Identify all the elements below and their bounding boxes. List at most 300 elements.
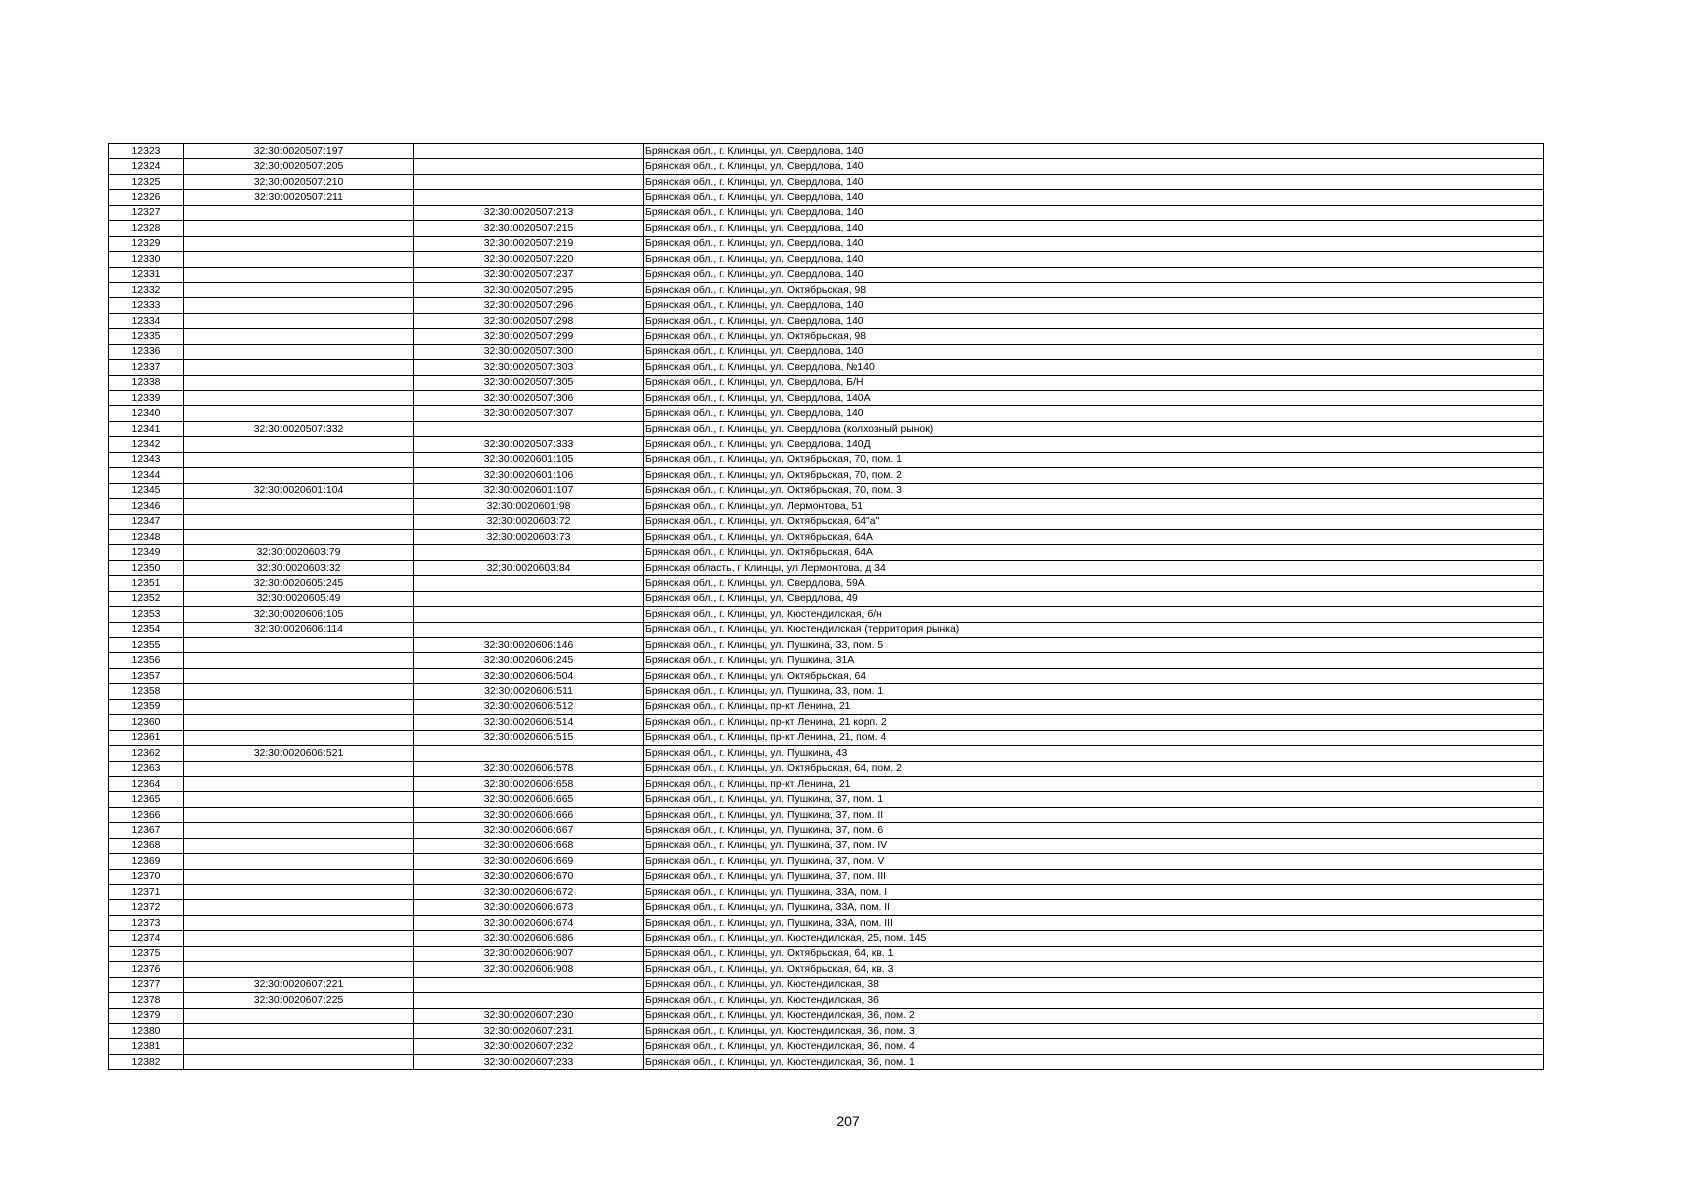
- address-cell: Брянская область, г Клинцы, ул Лермонтова, д 34: [644, 560, 1544, 575]
- table-row: [109, 313, 1544, 328]
- address-cell: Брянская обл., г. Клинцы, ул. Свердлова, 140: [644, 298, 1544, 313]
- parcel-number-cell: 32:30:0020603:32: [184, 560, 414, 575]
- row-number-cell: 12348: [109, 529, 184, 544]
- parcel-number-cell: [184, 452, 414, 467]
- address-cell: Брянская обл., г. Клинцы, ул. Свердлова, 140: [644, 205, 1544, 220]
- address-cell: Брянская обл., г. Клинцы, пр-кт Ленина, 21: [644, 776, 1544, 791]
- row-number-cell: 12350: [109, 560, 184, 575]
- row-number-cell: 12381: [109, 1039, 184, 1054]
- row-number-cell: 12345: [109, 483, 184, 498]
- parcel-number-cell: [184, 854, 414, 869]
- parcel-number-cell: [184, 468, 414, 483]
- parcel-number-cell: [184, 792, 414, 807]
- object-number-cell: 32:30:0020507:307: [414, 406, 644, 421]
- row-number-cell: 12356: [109, 653, 184, 668]
- table-row: [109, 144, 1544, 159]
- row-number-cell: 12333: [109, 298, 184, 313]
- address-cell: Брянская обл., г. Клинцы, ул. Октябрьская, 70, пом. 2: [644, 468, 1544, 483]
- object-number-cell: 32:30:0020606:658: [414, 776, 644, 791]
- table-row: [109, 776, 1544, 791]
- object-number-cell: 32:30:0020507:215: [414, 221, 644, 236]
- row-number-cell: 12347: [109, 514, 184, 529]
- object-number-cell: 32:30:0020606:666: [414, 807, 644, 822]
- row-number-cell: 12326: [109, 190, 184, 205]
- parcel-number-cell: [184, 1008, 414, 1023]
- parcel-number-cell: [184, 514, 414, 529]
- parcel-number-cell: 32:30:0020603:79: [184, 545, 414, 560]
- table-row: [109, 483, 1544, 498]
- object-number-cell: 32:30:0020507:305: [414, 375, 644, 390]
- row-number-cell: 12327: [109, 205, 184, 220]
- table-row: [109, 298, 1544, 313]
- table-row: [109, 730, 1544, 745]
- object-number-cell: 32:30:0020606:674: [414, 915, 644, 930]
- address-cell: Брянская обл., г. Клинцы, пр-кт Ленина, 21 корп. 2: [644, 715, 1544, 730]
- object-number-cell: 32:30:0020607:231: [414, 1023, 644, 1038]
- row-number-cell: 12374: [109, 931, 184, 946]
- table-row: [109, 838, 1544, 853]
- table-row: [109, 854, 1544, 869]
- parcel-number-cell: [184, 298, 414, 313]
- parcel-number-cell: [184, 282, 414, 297]
- row-number-cell: 12338: [109, 375, 184, 390]
- object-number-cell: [414, 421, 644, 436]
- table-row: [109, 977, 1544, 992]
- row-number-cell: 12358: [109, 684, 184, 699]
- object-number-cell: [414, 190, 644, 205]
- table-row: [109, 638, 1544, 653]
- parcel-number-cell: [184, 900, 414, 915]
- table-row: [109, 468, 1544, 483]
- row-number-cell: 12380: [109, 1023, 184, 1038]
- row-number-cell: 12328: [109, 221, 184, 236]
- table-row: [109, 653, 1544, 668]
- table-row: [109, 699, 1544, 714]
- object-number-cell: 32:30:0020607:232: [414, 1039, 644, 1054]
- page-number: 207: [836, 1113, 860, 1129]
- object-number-cell: 32:30:0020507:296: [414, 298, 644, 313]
- object-number-cell: [414, 144, 644, 159]
- parcel-number-cell: 32:30:0020507:210: [184, 174, 414, 189]
- address-cell: Брянская обл., г. Клинцы, ул. Пушкина, 37, пом. III: [644, 869, 1544, 884]
- object-number-cell: 32:30:0020606:504: [414, 668, 644, 683]
- parcel-number-cell: 32:30:0020606:521: [184, 746, 414, 761]
- parcel-number-cell: [184, 313, 414, 328]
- address-cell: Брянская обл., г. Клинцы, ул. Свердлова, 140: [644, 174, 1544, 189]
- parcel-number-cell: [184, 406, 414, 421]
- object-number-cell: 32:30:0020606:511: [414, 684, 644, 699]
- table-row: [109, 1023, 1544, 1038]
- address-cell: Брянская обл., г. Клинцы, ул. Октябрьская, 70, пом. 1: [644, 452, 1544, 467]
- object-number-cell: 32:30:0020601:106: [414, 468, 644, 483]
- object-number-cell: [414, 622, 644, 637]
- object-number-cell: 32:30:0020601:105: [414, 452, 644, 467]
- registry-table: [108, 143, 1544, 1070]
- object-number-cell: 32:30:0020606:515: [414, 730, 644, 745]
- address-cell: Брянская обл., г. Клинцы, ул. Кюстендилская, 25, пом. 145: [644, 931, 1544, 946]
- row-number-cell: 12324: [109, 159, 184, 174]
- address-cell: Брянская обл., г. Клинцы, ул. Октябрьская, 64А: [644, 529, 1544, 544]
- object-number-cell: 32:30:0020601:98: [414, 499, 644, 514]
- parcel-number-cell: 32:30:0020607:221: [184, 977, 414, 992]
- address-cell: Брянская обл., г. Клинцы, пр-кт Ленина, 21, пом. 4: [644, 730, 1544, 745]
- address-cell: Брянская обл., г. Клинцы, ул. Кюстендилская, 38: [644, 977, 1544, 992]
- parcel-number-cell: [184, 252, 414, 267]
- object-number-cell: 32:30:0020507:299: [414, 329, 644, 344]
- object-number-cell: 32:30:0020507:333: [414, 437, 644, 452]
- object-number-cell: [414, 174, 644, 189]
- address-cell: Брянская обл., г. Клинцы, ул. Кюстендилская, 36: [644, 993, 1544, 1008]
- address-cell: Брянская обл., г. Клинцы, ул. Пушкина, 31А: [644, 653, 1544, 668]
- address-cell: Брянская обл., г. Клинцы, ул. Кюстендилская, 36, пом. 4: [644, 1039, 1544, 1054]
- table-row: [109, 360, 1544, 375]
- address-cell: Брянская обл., г. Клинцы, ул. Свердлова, 140: [644, 344, 1544, 359]
- object-number-cell: 32:30:0020606:512: [414, 699, 644, 714]
- parcel-number-cell: [184, 915, 414, 930]
- table-row: [109, 576, 1544, 591]
- object-number-cell: 32:30:0020507:298: [414, 313, 644, 328]
- table-row: [109, 792, 1544, 807]
- address-cell: Брянская обл., г. Клинцы, ул. Свердлова, 140: [644, 144, 1544, 159]
- address-cell: Брянская обл., г. Клинцы, ул. Пушкина, 37, пом. 6: [644, 823, 1544, 838]
- row-number-cell: 12334: [109, 313, 184, 328]
- parcel-number-cell: [184, 221, 414, 236]
- table-row: [109, 746, 1544, 761]
- row-number-cell: 12355: [109, 638, 184, 653]
- address-cell: Брянская обл., г. Клинцы, ул. Октябрьская, 70, пом. 3: [644, 483, 1544, 498]
- row-number-cell: 12370: [109, 869, 184, 884]
- object-number-cell: 32:30:0020507:303: [414, 360, 644, 375]
- table-row: [109, 406, 1544, 421]
- address-cell: Брянская обл., г. Клинцы, ул. Октябрьская, 64, кв. 3: [644, 962, 1544, 977]
- row-number-cell: 12325: [109, 174, 184, 189]
- table-row: [109, 946, 1544, 961]
- table-row: [109, 267, 1544, 282]
- table-row: [109, 391, 1544, 406]
- address-cell: Брянская обл., г. Клинцы, ул. Пушкина, 37, пом. II: [644, 807, 1544, 822]
- table-row: [109, 545, 1544, 560]
- parcel-number-cell: 32:30:0020601:104: [184, 483, 414, 498]
- address-cell: Брянская обл., г. Клинцы, ул. Октябрьская, 98: [644, 329, 1544, 344]
- row-number-cell: 12329: [109, 236, 184, 251]
- parcel-number-cell: [184, 205, 414, 220]
- parcel-number-cell: [184, 823, 414, 838]
- address-cell: Брянская обл., г. Клинцы, ул. Свердлова, 140: [644, 252, 1544, 267]
- row-number-cell: 12373: [109, 915, 184, 930]
- table-row: [109, 900, 1544, 915]
- registry-table-body: [109, 144, 1544, 1070]
- parcel-number-cell: [184, 838, 414, 853]
- table-row: [109, 607, 1544, 622]
- row-number-cell: 12376: [109, 962, 184, 977]
- object-number-cell: [414, 591, 644, 606]
- row-number-cell: 12339: [109, 391, 184, 406]
- parcel-number-cell: 32:30:0020507:332: [184, 421, 414, 436]
- row-number-cell: 12365: [109, 792, 184, 807]
- address-cell: Брянская обл., г. Клинцы, ул. Свердлова, 140: [644, 406, 1544, 421]
- address-cell: Брянская обл., г. Клинцы, ул. Свердлова, 140: [644, 236, 1544, 251]
- object-number-cell: 32:30:0020507:220: [414, 252, 644, 267]
- table-row: [109, 529, 1544, 544]
- parcel-number-cell: [184, 344, 414, 359]
- object-number-cell: 32:30:0020606:686: [414, 931, 644, 946]
- parcel-number-cell: [184, 329, 414, 344]
- parcel-number-cell: [184, 807, 414, 822]
- address-cell: Брянская обл., г. Клинцы, ул. Пушкина, 37, пом. IV: [644, 838, 1544, 853]
- address-cell: Брянская обл., г. Клинцы, ул. Кюстендилская, б/н: [644, 607, 1544, 622]
- table-row: [109, 329, 1544, 344]
- row-number-cell: 12353: [109, 607, 184, 622]
- row-number-cell: 12371: [109, 885, 184, 900]
- object-number-cell: 32:30:0020606:670: [414, 869, 644, 884]
- parcel-number-cell: [184, 499, 414, 514]
- table-row: [109, 159, 1544, 174]
- parcel-number-cell: [184, 1054, 414, 1069]
- parcel-number-cell: 32:30:0020507:211: [184, 190, 414, 205]
- parcel-number-cell: [184, 776, 414, 791]
- object-number-cell: [414, 576, 644, 591]
- address-cell: Брянская обл., г. Клинцы, ул. Октябрьская, 64: [644, 668, 1544, 683]
- table-row: [109, 221, 1544, 236]
- table-row: [109, 993, 1544, 1008]
- object-number-cell: 32:30:0020507:213: [414, 205, 644, 220]
- table-row: [109, 668, 1544, 683]
- object-number-cell: [414, 977, 644, 992]
- object-number-cell: 32:30:0020601:107: [414, 483, 644, 498]
- row-number-cell: 12344: [109, 468, 184, 483]
- row-number-cell: 12363: [109, 761, 184, 776]
- row-number-cell: 12357: [109, 668, 184, 683]
- object-number-cell: [414, 545, 644, 560]
- parcel-number-cell: [184, 699, 414, 714]
- row-number-cell: 12351: [109, 576, 184, 591]
- address-cell: Брянская обл., г. Клинцы, пр-кт Ленина, 21: [644, 699, 1544, 714]
- parcel-number-cell: [184, 885, 414, 900]
- object-number-cell: [414, 607, 644, 622]
- address-cell: Брянская обл., г. Клинцы, ул. Свердлова, 140А: [644, 391, 1544, 406]
- row-number-cell: 12337: [109, 360, 184, 375]
- table-row: [109, 622, 1544, 637]
- object-number-cell: 32:30:0020606:669: [414, 854, 644, 869]
- address-cell: Брянская обл., г. Клинцы, ул. Свердлова, 140: [644, 221, 1544, 236]
- object-number-cell: 32:30:0020603:73: [414, 529, 644, 544]
- row-number-cell: 12368: [109, 838, 184, 853]
- table-row: [109, 421, 1544, 436]
- row-number-cell: 12354: [109, 622, 184, 637]
- parcel-number-cell: [184, 684, 414, 699]
- row-number-cell: 12343: [109, 452, 184, 467]
- object-number-cell: 32:30:0020507:306: [414, 391, 644, 406]
- object-number-cell: [414, 746, 644, 761]
- address-cell: Брянская обл., г. Клинцы, ул. Пушкина, 33А, пом. III: [644, 915, 1544, 930]
- row-number-cell: 12349: [109, 545, 184, 560]
- parcel-number-cell: 32:30:0020606:105: [184, 607, 414, 622]
- address-cell: Брянская обл., г. Клинцы, ул. Лермонтова, 51: [644, 499, 1544, 514]
- address-cell: Брянская обл., г. Клинцы, ул. Октябрьская, 98: [644, 282, 1544, 297]
- table-row: [109, 962, 1544, 977]
- object-number-cell: 32:30:0020606:672: [414, 885, 644, 900]
- row-number-cell: 12366: [109, 807, 184, 822]
- row-number-cell: 12331: [109, 267, 184, 282]
- table-row: [109, 252, 1544, 267]
- table-row: [109, 1054, 1544, 1069]
- table-row: [109, 236, 1544, 251]
- object-number-cell: 32:30:0020606:668: [414, 838, 644, 853]
- parcel-number-cell: [184, 761, 414, 776]
- address-cell: Брянская обл., г. Клинцы, ул. Пушкина, 33, пом. 5: [644, 638, 1544, 653]
- row-number-cell: 12340: [109, 406, 184, 421]
- address-cell: Брянская обл., г. Клинцы, ул. Свердлова, 140Д: [644, 437, 1544, 452]
- parcel-number-cell: [184, 715, 414, 730]
- table-row: [109, 344, 1544, 359]
- object-number-cell: 32:30:0020606:667: [414, 823, 644, 838]
- object-number-cell: 32:30:0020606:514: [414, 715, 644, 730]
- parcel-number-cell: [184, 931, 414, 946]
- parcel-number-cell: [184, 360, 414, 375]
- object-number-cell: [414, 159, 644, 174]
- address-cell: Брянская обл., г. Клинцы, ул. Свердлова (колхозный рынок): [644, 421, 1544, 436]
- object-number-cell: 32:30:0020507:219: [414, 236, 644, 251]
- parcel-number-cell: 32:30:0020607:225: [184, 993, 414, 1008]
- parcel-number-cell: 32:30:0020507:197: [184, 144, 414, 159]
- parcel-number-cell: 32:30:0020507:205: [184, 159, 414, 174]
- address-cell: Брянская обл., г. Клинцы, ул. Свердлова, 140: [644, 190, 1544, 205]
- object-number-cell: 32:30:0020606:673: [414, 900, 644, 915]
- row-number-cell: 12361: [109, 730, 184, 745]
- address-cell: Брянская обл., г. Клинцы, ул. Свердлова, №140: [644, 360, 1544, 375]
- address-cell: Брянская обл., г. Клинцы, ул. Свердлова, 59А: [644, 576, 1544, 591]
- address-cell: Брянская обл., г. Клинцы, ул. Пушкина, 43: [644, 746, 1544, 761]
- object-number-cell: 32:30:0020606:245: [414, 653, 644, 668]
- address-cell: Брянская обл., г. Клинцы, ул. Кюстендилская, 36, пом. 1: [644, 1054, 1544, 1069]
- table-row: [109, 715, 1544, 730]
- parcel-number-cell: [184, 529, 414, 544]
- address-cell: Брянская обл., г. Клинцы, ул. Кюстендилская, 36, пом. 2: [644, 1008, 1544, 1023]
- address-cell: Брянская обл., г. Клинцы, ул. Пушкина, 33А, пом. I: [644, 885, 1544, 900]
- registry-table-container: [108, 143, 1543, 1070]
- object-number-cell: 32:30:0020606:907: [414, 946, 644, 961]
- parcel-number-cell: 32:30:0020606:114: [184, 622, 414, 637]
- table-row: [109, 499, 1544, 514]
- row-number-cell: 12332: [109, 282, 184, 297]
- parcel-number-cell: 32:30:0020605:49: [184, 591, 414, 606]
- parcel-number-cell: [184, 437, 414, 452]
- object-number-cell: 32:30:0020507:300: [414, 344, 644, 359]
- row-number-cell: 12362: [109, 746, 184, 761]
- parcel-number-cell: [184, 962, 414, 977]
- table-row: [109, 452, 1544, 467]
- object-number-cell: 32:30:0020606:578: [414, 761, 644, 776]
- parcel-number-cell: [184, 267, 414, 282]
- parcel-number-cell: [184, 653, 414, 668]
- row-number-cell: 12364: [109, 776, 184, 791]
- address-cell: Брянская обл., г. Клинцы, ул. Октябрьская, 64, пом. 2: [644, 761, 1544, 776]
- table-row: [109, 931, 1544, 946]
- row-number-cell: 12372: [109, 900, 184, 915]
- row-number-cell: 12335: [109, 329, 184, 344]
- row-number-cell: 12379: [109, 1008, 184, 1023]
- row-number-cell: 12378: [109, 993, 184, 1008]
- row-number-cell: 12382: [109, 1054, 184, 1069]
- address-cell: Брянская обл., г. Клинцы, ул. Пушкина, 33А, пом. II: [644, 900, 1544, 915]
- address-cell: Брянская обл., г. Клинцы, ул. Пушкина, 37, пом. V: [644, 854, 1544, 869]
- row-number-cell: 12341: [109, 421, 184, 436]
- table-row: [109, 1008, 1544, 1023]
- table-row: [109, 282, 1544, 297]
- table-row: [109, 1039, 1544, 1054]
- address-cell: Брянская обл., г. Клинцы, ул. Октябрьская, 64А: [644, 545, 1544, 560]
- table-row: [109, 437, 1544, 452]
- object-number-cell: 32:30:0020607:233: [414, 1054, 644, 1069]
- address-cell: Брянская обл., г. Клинцы, ул. Октябрьская, 64"а": [644, 514, 1544, 529]
- object-number-cell: 32:30:0020603:84: [414, 560, 644, 575]
- parcel-number-cell: [184, 668, 414, 683]
- table-row: [109, 823, 1544, 838]
- row-number-cell: 12360: [109, 715, 184, 730]
- object-number-cell: 32:30:0020603:72: [414, 514, 644, 529]
- parcel-number-cell: [184, 391, 414, 406]
- table-row: [109, 684, 1544, 699]
- parcel-number-cell: [184, 375, 414, 390]
- table-row: [109, 885, 1544, 900]
- object-number-cell: 32:30:0020507:295: [414, 282, 644, 297]
- address-cell: Брянская обл., г. Клинцы, ул. Кюстендилская (территория рынка): [644, 622, 1544, 637]
- address-cell: Брянская обл., г. Клинцы, ул. Свердлова, 140: [644, 159, 1544, 174]
- object-number-cell: [414, 993, 644, 1008]
- parcel-number-cell: [184, 730, 414, 745]
- object-number-cell: 32:30:0020606:665: [414, 792, 644, 807]
- table-row: [109, 190, 1544, 205]
- row-number-cell: 12336: [109, 344, 184, 359]
- address-cell: Брянская обл., г. Клинцы, ул. Октябрьская, 64, кв. 1: [644, 946, 1544, 961]
- row-number-cell: 12342: [109, 437, 184, 452]
- table-row: [109, 560, 1544, 575]
- parcel-number-cell: [184, 946, 414, 961]
- table-row: [109, 807, 1544, 822]
- address-cell: Брянская обл., г. Клинцы, ул. Пушкина, 37, пом. 1: [644, 792, 1544, 807]
- parcel-number-cell: [184, 236, 414, 251]
- table-row: [109, 869, 1544, 884]
- object-number-cell: 32:30:0020606:908: [414, 962, 644, 977]
- row-number-cell: 12330: [109, 252, 184, 267]
- row-number-cell: 12359: [109, 699, 184, 714]
- parcel-number-cell: [184, 1023, 414, 1038]
- object-number-cell: 32:30:0020607:230: [414, 1008, 644, 1023]
- address-cell: Брянская обл., г. Клинцы, ул. Кюстендилская, 36, пом. 3: [644, 1023, 1544, 1038]
- table-row: [109, 174, 1544, 189]
- row-number-cell: 12369: [109, 854, 184, 869]
- row-number-cell: 12352: [109, 591, 184, 606]
- parcel-number-cell: [184, 869, 414, 884]
- address-cell: Брянская обл., г. Клинцы, ул. Свердлова, 140: [644, 313, 1544, 328]
- parcel-number-cell: [184, 1039, 414, 1054]
- table-row: [109, 591, 1544, 606]
- address-cell: Брянская обл., г. Клинцы, ул. Свердлова, 49: [644, 591, 1544, 606]
- table-row: [109, 205, 1544, 220]
- row-number-cell: 12346: [109, 499, 184, 514]
- parcel-number-cell: 32:30:0020605:245: [184, 576, 414, 591]
- row-number-cell: 12377: [109, 977, 184, 992]
- address-cell: Брянская обл., г. Клинцы, ул. Пушкина, 33, пом. 1: [644, 684, 1544, 699]
- row-number-cell: 12375: [109, 946, 184, 961]
- row-number-cell: 12323: [109, 144, 184, 159]
- address-cell: Брянская обл., г. Клинцы, ул. Свердлова, Б/Н: [644, 375, 1544, 390]
- row-number-cell: 12367: [109, 823, 184, 838]
- object-number-cell: 32:30:0020606:146: [414, 638, 644, 653]
- table-row: [109, 375, 1544, 390]
- address-cell: Брянская обл., г. Клинцы, ул. Свердлова, 140: [644, 267, 1544, 282]
- table-row: [109, 915, 1544, 930]
